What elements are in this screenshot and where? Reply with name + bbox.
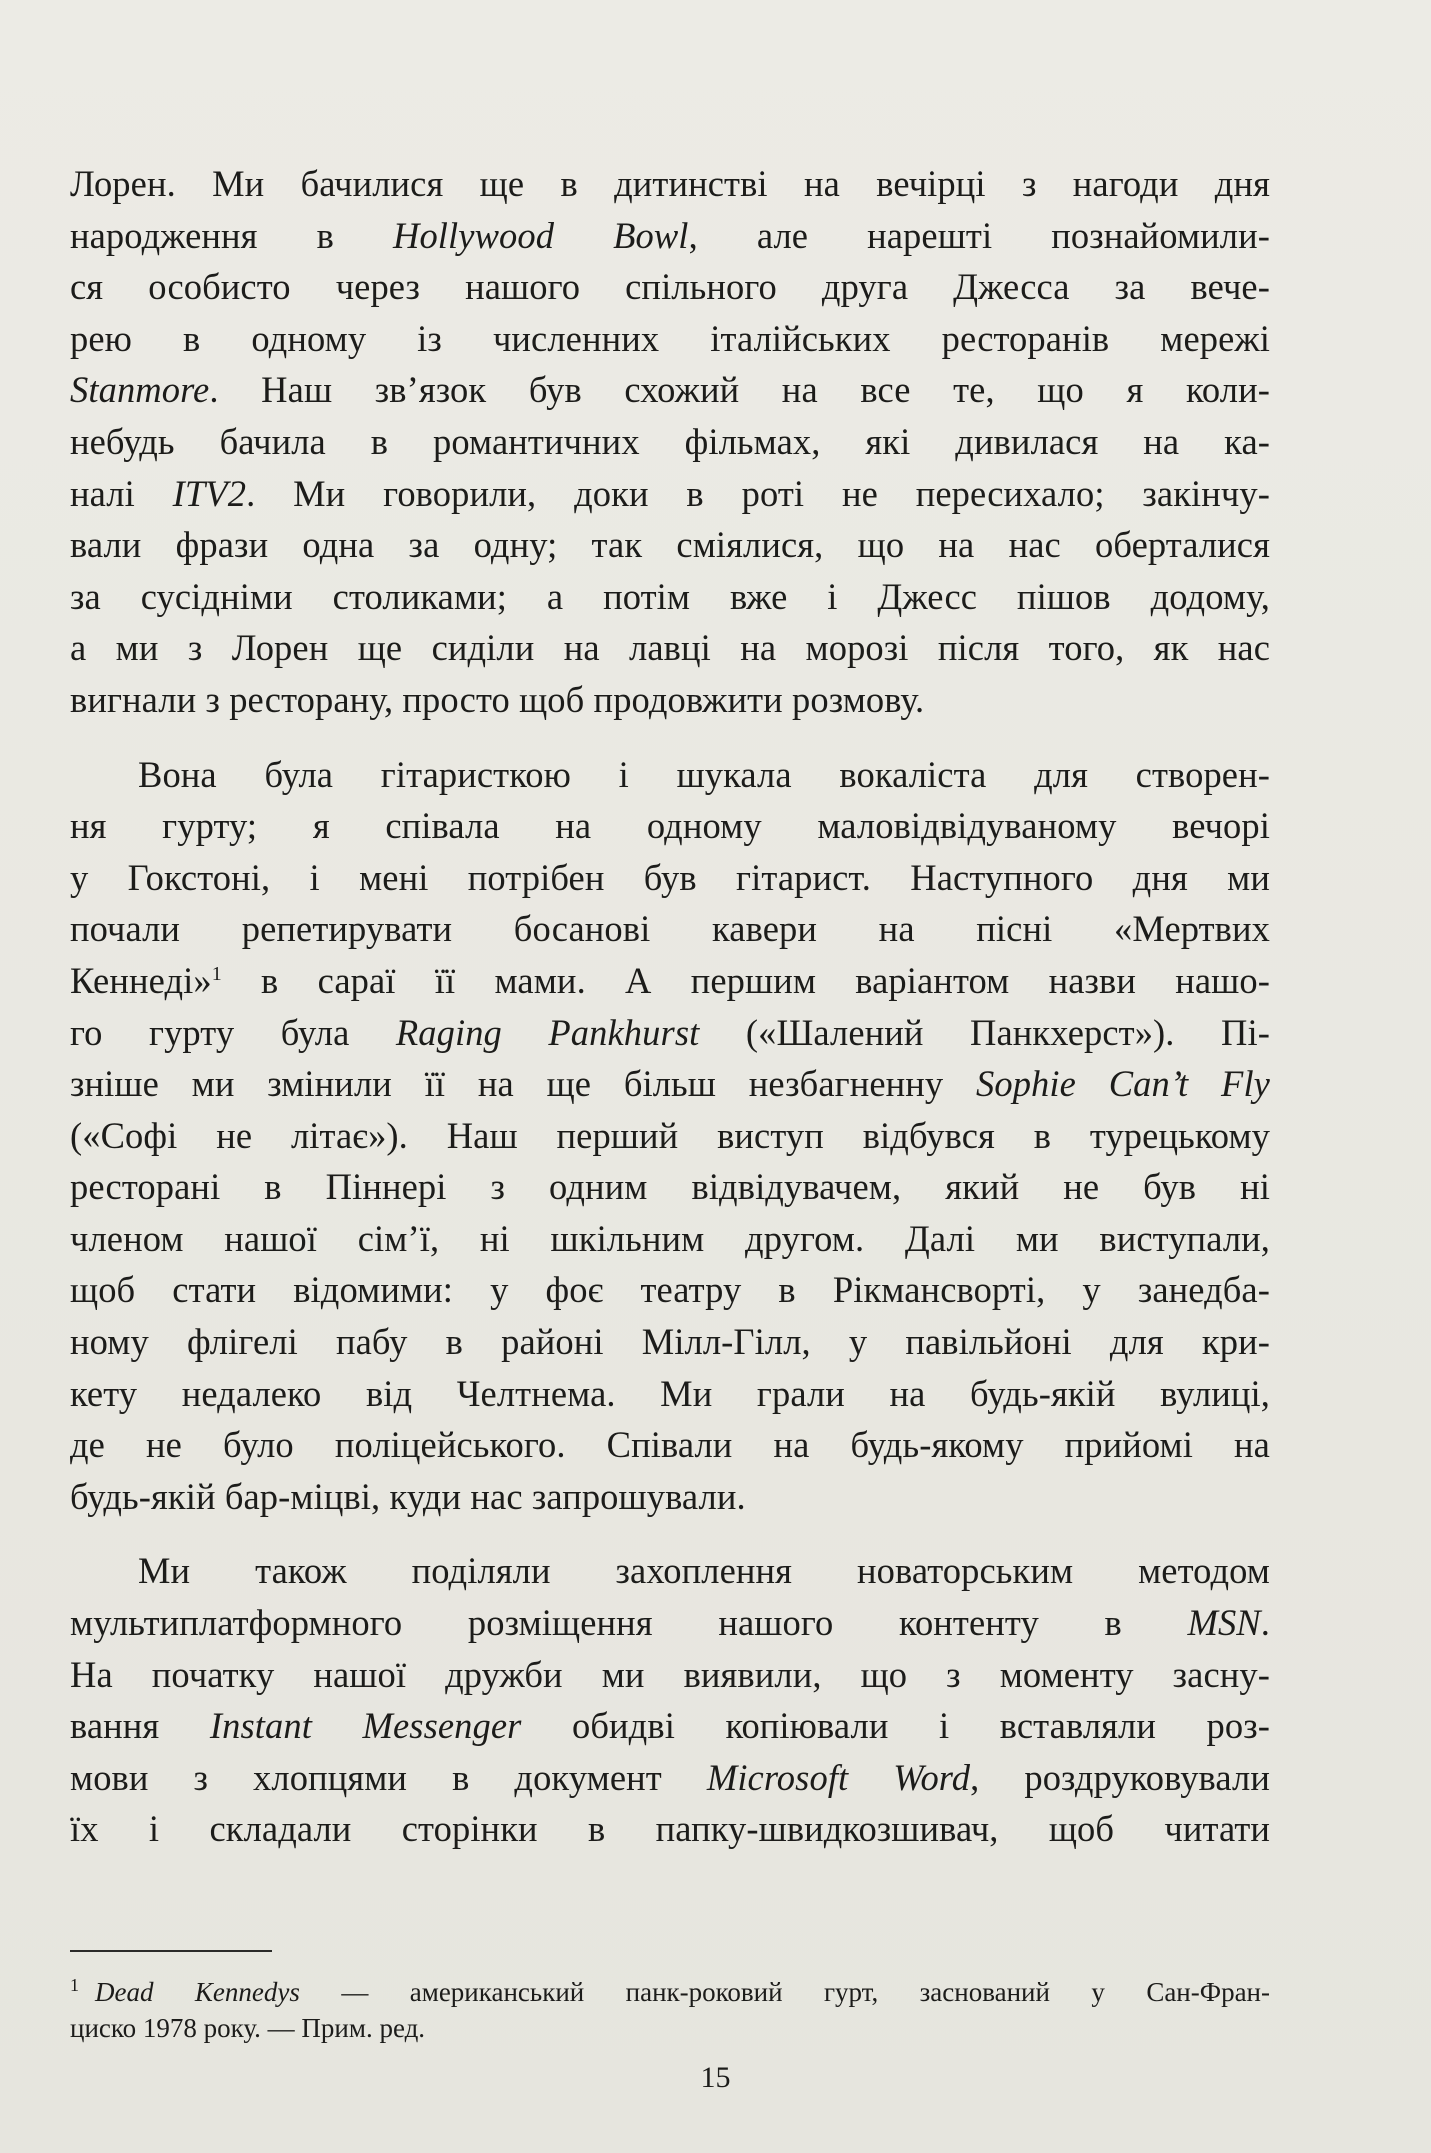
text-line: у Гокстоні, і мені потрібен був гітарист. Наступного дня ми: [70, 856, 1270, 898]
text-line: ресторані в Піннері з одним відвідувачем, який не був ні: [70, 1166, 1270, 1208]
text-line: зніше ми змінили її на ще більш незбагненну Sophie Can’t Fly: [70, 1063, 1270, 1105]
text-line: Ми також поділяли захоплення новаторським методом: [138, 1550, 1270, 1592]
footnote-reference: 1: [211, 962, 222, 985]
text-line: вали фрази одна за одну; так сміялися, що на нас оберталися: [70, 524, 1270, 566]
text-line: вигнали з ресторану, просто щоб продовжити розмову.: [70, 678, 925, 720]
text-line: за сусідніми столиками; а потім вже і Джесс пішов додому,: [70, 575, 1270, 617]
text-line: ня гурту; я співала на одному маловідвідуваному вечорі: [70, 805, 1270, 847]
text-line: а ми з Лорен ще сиділи на лавці на морозі після того, як нас: [70, 627, 1270, 669]
footnote: [70, 1974, 1270, 2046]
text-line: («Софі не літає»). Наш перший виступ відбувся в турецькому: [70, 1114, 1270, 1156]
paragraph-gap: [70, 726, 1270, 749]
body-text: [70, 158, 1270, 1855]
text-line: Stanmore. Наш зв’язок був схожий на все те, що я коли-: [70, 369, 1270, 411]
footnote-line: $^1$ Dead Kennedys — американський панк-роковий гурт, заснований у Сан-Фран-: [70, 1975, 1271, 2007]
text-line: налі ITV2. Ми говорили, доки в роті не пересихало; закінчу-: [70, 472, 1270, 514]
italic-title: MSN: [1187, 1602, 1261, 1644]
text-line: ся особисто через нашого спільного друга Джесса за вече-: [70, 266, 1270, 308]
paragraph-gap: [70, 1522, 1270, 1545]
text-line: народження в Hollywood Bowl, але нарешті познайомили-: [70, 214, 1270, 256]
italic-title: Stanmore: [70, 369, 210, 411]
text-line: небудь бачила в романтичних фільмах, які дивилася на ка-: [70, 420, 1270, 462]
footnote-mark: 1: [70, 1975, 79, 1995]
footnote-rule: [70, 1950, 272, 1952]
italic-title: ITV2: [172, 472, 247, 514]
text-line: щоб стати відомими: у фоє театру в Рікмансворті, у занедба-: [70, 1269, 1270, 1311]
text-line: почали репетирувати босанові кавери на пісні «Мертвих: [70, 908, 1270, 950]
italic-title: Hollywood Bowl: [392, 214, 689, 256]
text-line: будь-якій бар-міцві, куди нас запрошували.: [70, 1475, 746, 1517]
text-line: де не було поліцейського. Співали на будь-якому прийомі на: [70, 1424, 1270, 1466]
text-line: рею в одному із численних італійських ресторанів мережі: [70, 317, 1270, 359]
footnote-line: циско 1978 року. — Прим. ред.: [70, 2013, 426, 2043]
italic-title: Microsoft Word: [706, 1756, 971, 1798]
text-line: кету недалеко від Челтнема. Ми грали на будь-якій вулиці,: [70, 1372, 1270, 1414]
text-line: мови з хлопцями в документ Microsoft Word, роздруковували: [70, 1756, 1270, 1798]
text-line: На початку нашої дружби ми виявили, що з моменту засну-: [70, 1653, 1270, 1695]
italic-title: Raging Pankhurst: [395, 1011, 700, 1053]
text-line: Лорен. Ми бачилися ще в дитинстві на вечірці з нагоди дня: [70, 163, 1270, 204]
text-line: го гурту була Raging Pankhurst («Шалений Панкхерст»). Пі-: [70, 1011, 1270, 1053]
text-line: мультиплатформного розміщення нашого контенту в MSN.: [70, 1602, 1270, 1644]
italic-title: Instant Messenger: [209, 1705, 522, 1747]
text-line: їх і складали сторінки в папку-швидкозшивач, щоб читати: [70, 1808, 1270, 1850]
page-number: 15: [700, 2061, 731, 2094]
italic-title: Sophie Can’t Fly: [976, 1063, 1270, 1105]
italic-title: Dead Kennedys: [95, 1977, 300, 2007]
text-line: ному флігелі пабу в районі Мілл-Гілл, у павільйоні для кри-: [70, 1321, 1270, 1363]
text-line: членом нашої сім’ї, ні шкільним другом. Далі ми виступали,: [70, 1217, 1270, 1259]
text-line: вання Instant Messenger обидві копіювали і вставляли роз-: [70, 1705, 1270, 1747]
text-line: Кеннеді»$^1$ в сараї її мами. А першим варіантом назви нашо-: [70, 959, 1270, 1001]
text-line: Вона була гітаристкою і шукала вокаліста для створен-: [138, 753, 1270, 795]
